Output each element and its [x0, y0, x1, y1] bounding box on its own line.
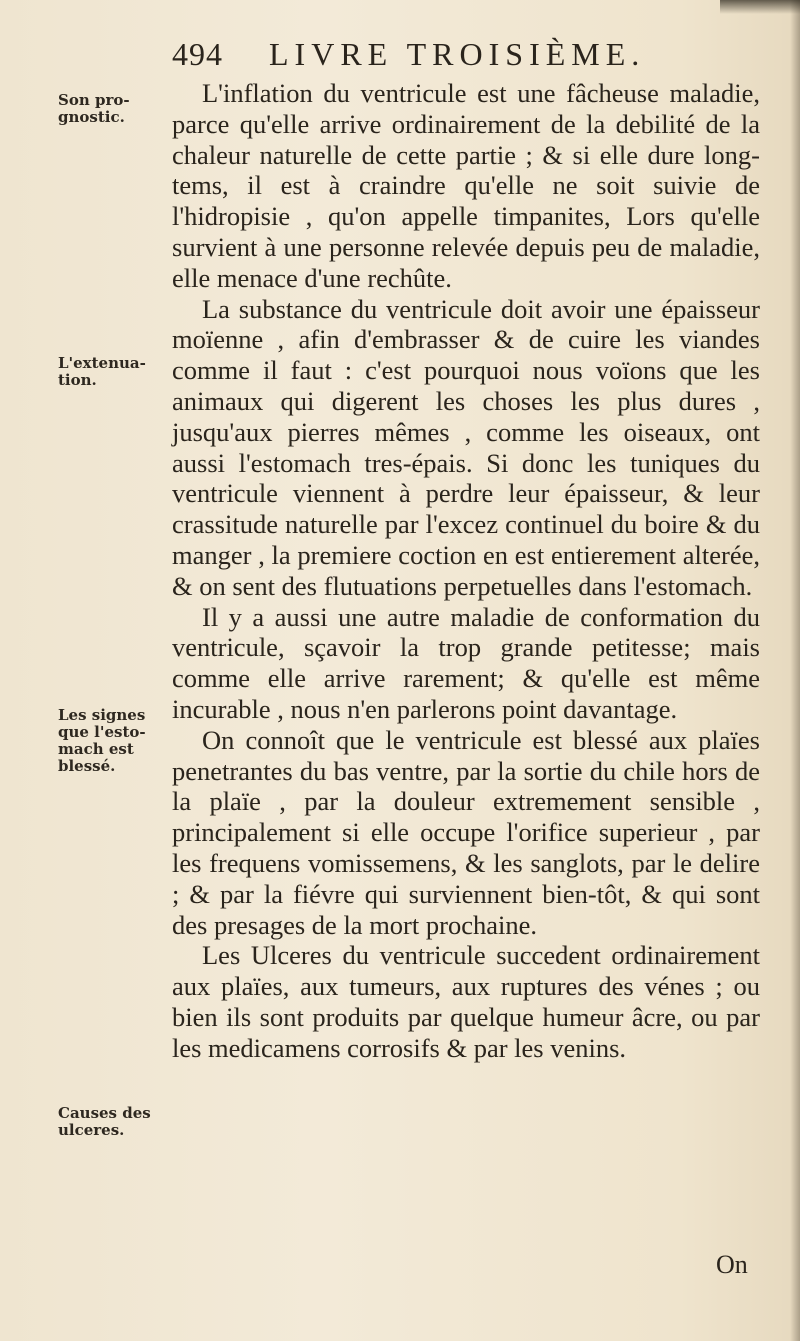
body-text — [172, 78, 760, 1064]
margin-note-signs: Les signes que l'esto- mach est blessé. — [58, 706, 146, 775]
margin-note-extenuation: L'extenua- tion. — [58, 354, 146, 389]
page-number: 494 — [172, 36, 223, 72]
catchword: On — [716, 1250, 748, 1279]
paragraph-conformation: Il y a aussi une autre maladie de conformation du ventricule, sçavoir la trop grande petitesse; mais comme elle arrive rarement; & qu'elle est même incurable , nous n'en parlerons point davantage. — [172, 601, 760, 724]
paragraph-ulcers: Les Ulceres du ventricule succedent ordinairement aux plaïes, aux tumeurs, aux ruptures des vénes ; ou bien ils sont produits par quelque humeur âcre, ou par les medicamens corrosifs & par les venins. — [172, 940, 760, 1063]
paragraph-extenuation: La substance du ventricule doit avoir une épaisseur moïenne , afin d'embrasser & de cuire les viandes comme il faut : c'est pourquoi nous voïons que les animaux qui digerent les choses les plus dures , jusqu'aux pierres mêmes , comme les oiseaux, ont aussi l'estomach tres-épais. Si donc les tuniques du ventricule viennent à perdre leur épaisseur, & leur crassitude naturelle par l'excez continuel du boire & du manger , la premiere coction en est entierement alterée, & on sent des flutuations perpetuelles dans l'estomach. — [172, 293, 760, 601]
page-edge-shadow — [790, 0, 800, 1341]
page-corner-shadow — [720, 0, 800, 14]
running-title: LIVRE TROISIÈME. — [269, 36, 646, 72]
running-header — [172, 36, 772, 80]
paragraph-wounds: On connoît que le ventricule est blessé aux plaïes penetrantes du bas ventre, par la sortie du chile hors de la plaïe , par la douleur extremement sensible , principalement si elle occupe l'orifice superieur , par les frequens vomissemens, & les sanglots, par le delire ; & par la fiévre qui surviennent bien-tôt, & qui sont des presages de la mort prochaine. — [172, 724, 760, 940]
margin-note-prognostic: Son pro- gnostic. — [58, 91, 130, 126]
margin-note-causes: Causes des ulceres. — [58, 1104, 151, 1139]
paragraph-inflation: L'inflation du ventricule est une fâcheuse maladie, parce qu'elle arrive ordinairement de la debilité de la chaleur naturelle de cette partie ; & si elle dure long-tems, il est à craindre qu'elle ne soit suivie de l'hidropisie , qu'on appelle timpanites, Lors qu'elle survient à une personne relevée depuis peu de maladie, elle menace d'une rechûte. — [172, 78, 760, 293]
